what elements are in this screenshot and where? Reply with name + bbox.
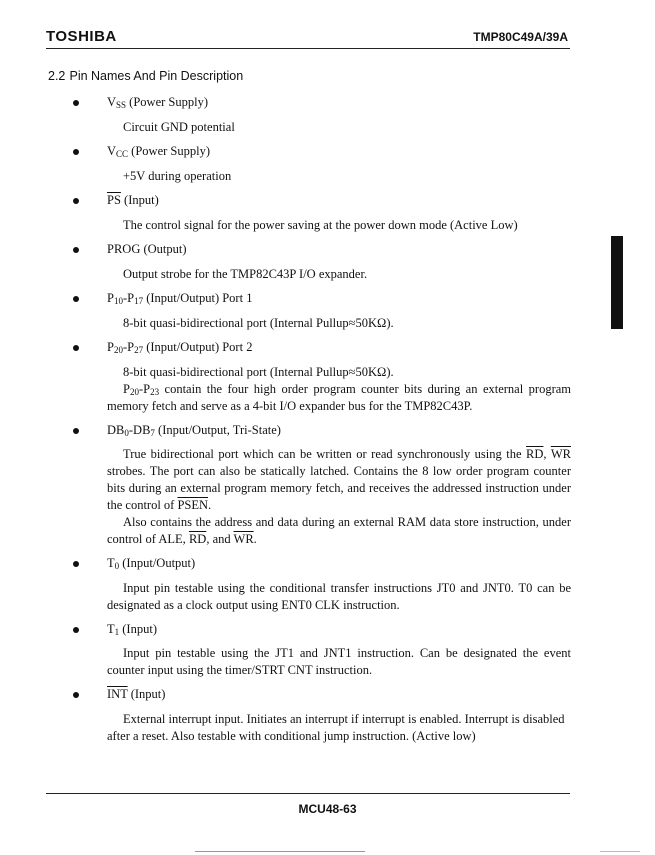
pin-title: $P_{20}-P_{27}$ (Input/Output) Port 2 xyxy=(0,339,655,364)
pin-item-t1 xyxy=(0,621,655,680)
pin-title: $T_0$ (Input/Output) xyxy=(0,555,655,580)
header-rule xyxy=(46,48,570,49)
thumb-index-tab xyxy=(611,236,623,329)
pin-title: $V_{CC}$ (Power Supply) xyxy=(0,143,655,168)
bullet-icon xyxy=(73,100,79,106)
scan-artifact xyxy=(195,851,365,852)
bullet-icon xyxy=(73,296,79,302)
pin-description: +5V during operation xyxy=(123,168,232,183)
pin-title: $\overline{INT}$ (Input) xyxy=(0,686,655,711)
bullet-icon xyxy=(73,149,79,155)
brand-logo: TOSHIBA xyxy=(46,28,117,45)
pin-item-ps xyxy=(0,192,655,241)
section-number: 2.2 xyxy=(48,69,66,83)
bullet-icon xyxy=(73,692,79,698)
pin-list xyxy=(0,94,655,752)
pin-item-databus xyxy=(0,422,655,549)
pin-description: 8-bit quasi-bidirectional port (Internal Pullup≈50KΩ). xyxy=(123,364,394,379)
page-number: MCU48-63 xyxy=(298,802,357,816)
pin-title: $\overline{PS}$ (Input) xyxy=(0,192,655,217)
pin-description: The control signal for the power saving at the power down mode (Active Low) xyxy=(123,217,518,232)
section-heading xyxy=(48,69,243,83)
pin-paragraph: Input pin testable using the JT1 and JNT1 instruction. Can be designated the event counter input using the timer/STRT CNT instruction. xyxy=(107,646,571,677)
pin-item-port1 xyxy=(0,290,655,339)
bullet-icon xyxy=(73,428,79,434)
bullet-icon xyxy=(73,247,79,253)
pin-description: 8-bit quasi-bidirectional port (Internal Pullup≈50KΩ). xyxy=(123,315,394,330)
pin-item-vcc xyxy=(0,143,655,192)
bullet-icon xyxy=(73,345,79,351)
bullet-icon xyxy=(73,198,79,204)
pin-paragraph: True bidirectional port which can be written or read synchronously using the $\overline{RD}$, $\overline{WR}$ strobes. The port can also be statically latched. Contains the 8 low order program counter bits during an external program memory fetch, and receives the addressed instruction under the control of PSEN. xyxy=(107,447,571,512)
pin-paragraph: Input pin testable using the conditional transfer instructions JT0 and JNT0. T0 can be designated as a clock output using ENT0 CLK instruction. xyxy=(107,580,571,612)
bullet-icon xyxy=(73,561,79,567)
pin-description: Circuit GND potential xyxy=(123,119,235,134)
bullet-icon xyxy=(73,627,79,633)
pin-item-int xyxy=(0,686,655,745)
pin-paragraph: External interrupt input. Initiates an interrupt if interrupt is enabled. Interrupt is disabled after a reset. Also testable with conditional jump instruction. (Active low) xyxy=(107,711,565,743)
pin-item-t0 xyxy=(0,555,655,614)
part-number: TMP80C49A/39A xyxy=(473,30,568,44)
scan-artifact xyxy=(600,851,640,852)
pin-description: Output strobe for the TMP82C43P I/O expander. xyxy=(123,266,368,281)
pin-paragraph: Also contains the address and data during an external RAM data store instruction, under control of ALE, $\overline{RD}$, and $\overline{WR}$. xyxy=(107,515,571,546)
pin-title: $P_{10}-P_{17}$ (Input/Output) Port 1 xyxy=(0,290,655,315)
pin-title: $V_{SS}$ (Power Supply) xyxy=(0,94,655,119)
pin-title: $T_1$ (Input) xyxy=(0,621,655,646)
pin-item-port2 xyxy=(0,339,655,415)
pin-title: $DB_0-DB_7$ (Input/Output, Tri-State) xyxy=(0,422,655,447)
page-header xyxy=(46,28,568,48)
pin-item-prog xyxy=(0,241,655,290)
pin-paragraph: $P_{20}-P_{23}$ contain the four high order program counter bits during an external program memory fetch and serve as a 4-bit I/O expander bus for the TMP82C43P. xyxy=(107,381,571,413)
footer-rule xyxy=(46,793,570,794)
pin-item-vss xyxy=(0,94,655,143)
section-title: Pin Names And Pin Description xyxy=(69,69,244,83)
pin-title: PROG (Output) xyxy=(0,241,655,266)
